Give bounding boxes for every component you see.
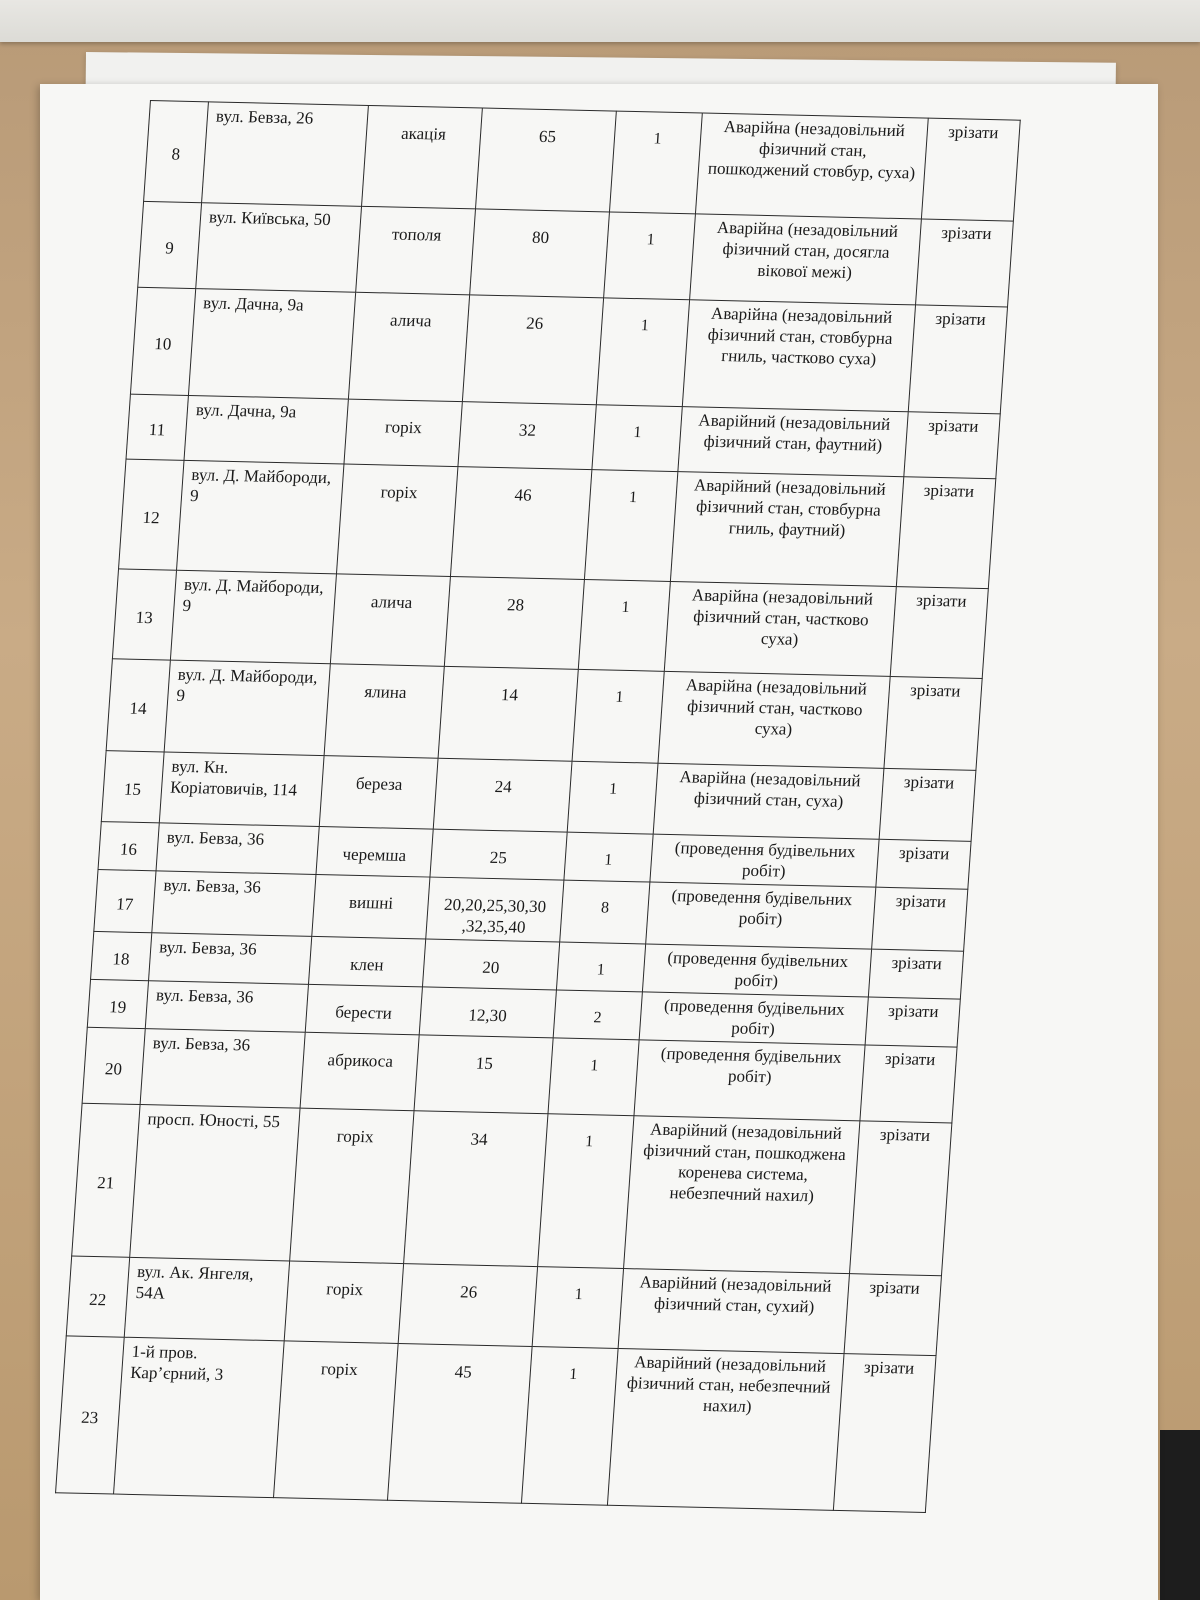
cell-count: 1 <box>592 405 682 472</box>
cell-state: Аварійний (незадовільний фізичний стан, сухий) <box>618 1269 849 1354</box>
cell-num: 18 <box>91 931 152 980</box>
cell-num: 9 <box>138 201 202 288</box>
table-row <box>119 459 996 589</box>
cell-num: 13 <box>112 569 176 660</box>
cell-diameter: 15 <box>414 1035 553 1114</box>
cell-num: 21 <box>72 1103 140 1257</box>
cell-state: Аварійна (незадовільний фізичний стан, частково суха) <box>658 671 890 768</box>
cell-diameter: 20,20,25,30,30 ,32,35,40 <box>426 877 564 942</box>
table-container <box>55 100 1021 1513</box>
cell-action: зрізати <box>879 768 976 841</box>
cell-address: 1-й пров. Кар’єрний, 3 <box>114 1337 285 1497</box>
cell-diameter: 24 <box>433 758 572 832</box>
cell-address: вул. Дачна, 9а <box>184 395 348 464</box>
cell-action: зрізати <box>908 305 1007 414</box>
cell-count: 1 <box>584 470 677 582</box>
cell-action: зрізати <box>849 1121 951 1276</box>
cell-num: 22 <box>66 1256 129 1337</box>
cell-num: 12 <box>119 459 184 570</box>
cell-state: Аварійний (незадовільний фізичний стан, фаутний) <box>678 407 908 477</box>
cell-num: 8 <box>144 101 209 203</box>
cell-action: зрізати <box>921 118 1020 221</box>
cell-species: горіх <box>284 1261 403 1343</box>
cell-diameter: 26 <box>462 295 603 405</box>
cell-address: вул. Д. Майбороди, 9 <box>164 660 330 756</box>
cell-species: береза <box>319 756 438 829</box>
cell-diameter: 20 <box>422 939 559 990</box>
table-row <box>144 101 1021 222</box>
cell-action: зрізати <box>896 477 995 589</box>
cell-num: 10 <box>130 287 195 395</box>
cell-species: алича <box>348 292 469 401</box>
cell-count: 1 <box>567 761 658 834</box>
cell-action: зрізати <box>884 676 982 770</box>
cell-action: зрізати <box>833 1354 936 1513</box>
cell-count: 1 <box>564 832 653 882</box>
document-page <box>40 84 1158 1600</box>
cell-state: (проведення будівельних робіт) <box>646 882 876 949</box>
cell-num: 11 <box>126 394 188 460</box>
cell-species: ялина <box>324 664 444 758</box>
background-paper-strip <box>0 0 1200 42</box>
cell-num: 17 <box>94 870 156 933</box>
cell-address: вул. Ак. Янгеля, 54А <box>124 1257 289 1341</box>
cell-state: Аварійний (незадовільний фізичний стан, небезпечний нахил) <box>607 1348 844 1510</box>
cell-count: 1 <box>578 579 670 671</box>
cell-diameter: 34 <box>404 1111 548 1267</box>
cell-address: вул. Бевза, 36 <box>145 981 308 1033</box>
cell-action: зрізати <box>872 887 968 951</box>
table-body <box>56 101 1021 1513</box>
cell-diameter: 28 <box>444 576 584 669</box>
cell-num: 19 <box>87 979 148 1028</box>
cell-diameter: 80 <box>470 209 610 298</box>
cell-species: горіх <box>290 1108 414 1263</box>
cell-species: алича <box>330 574 450 666</box>
cell-diameter: 65 <box>476 108 617 212</box>
cell-state: Аварійна (незадовільний фізичний стан, досягла вікової межі) <box>690 214 922 305</box>
cell-num: 15 <box>101 751 164 823</box>
cell-action: зрізати <box>868 949 963 999</box>
cell-diameter: 32 <box>458 402 596 470</box>
cell-num: 23 <box>56 1336 125 1494</box>
cell-action: зрізати <box>865 997 960 1047</box>
cell-species: вишні <box>312 874 430 939</box>
cell-count: 1 <box>596 298 689 407</box>
cell-num: 20 <box>82 1027 145 1104</box>
cell-diameter: 45 <box>387 1343 532 1503</box>
cell-state: Аварійний (незадовільний фізичний стан, пошкоджена коренева система, небезпечний нахил) <box>624 1116 860 1274</box>
cell-count: 1 <box>532 1267 623 1349</box>
cell-count: 1 <box>521 1346 618 1505</box>
cell-count: 1 <box>604 212 696 300</box>
background-dark-corner <box>1160 1430 1200 1600</box>
cell-count: 1 <box>572 669 664 763</box>
tree-removal-table <box>55 100 1021 1513</box>
cell-diameter: 12,30 <box>419 987 556 1038</box>
cell-species: клен <box>308 936 425 987</box>
cell-diameter: 26 <box>398 1264 537 1347</box>
cell-action: зрізати <box>904 412 1000 479</box>
cell-count: 1 <box>609 111 702 214</box>
cell-address: вул. Д. Майбороди, 9 <box>177 460 344 573</box>
cell-diameter: 46 <box>450 467 591 580</box>
cell-species: черемша <box>316 827 433 878</box>
cell-state: Аварійна (незадовільний фізичний стан, пошкоджений стовбур, суха) <box>695 113 928 219</box>
table-row <box>56 1336 936 1513</box>
cell-address: вул. Бевза, 36 <box>152 871 316 937</box>
cell-diameter: 25 <box>430 829 567 880</box>
cell-address: вул. Д. Майбороди, 9 <box>170 570 336 664</box>
cell-count: 1 <box>538 1114 634 1269</box>
cell-state: Аварійний (незадовільний фізичний стан, стовбурна гниль, фаутний) <box>670 472 903 587</box>
cell-address: вул. Дачна, 9а <box>188 289 355 399</box>
cell-action: зрізати <box>844 1274 941 1356</box>
cell-num: 16 <box>98 822 159 871</box>
table-row <box>130 287 1007 414</box>
cell-species: берести <box>305 984 422 1035</box>
cell-state: (проведення будівельних робіт) <box>650 834 879 887</box>
cell-address: вул. Кн. Коріатовичів, 114 <box>159 752 324 827</box>
cell-state: Аварійна (незадовільний фізичний стан, частково суха) <box>664 581 896 676</box>
cell-state: (проведення будівельних робіт) <box>634 1040 865 1121</box>
cell-action: зрізати <box>876 839 971 889</box>
cell-species: абрикоса <box>300 1032 419 1110</box>
cell-state: (проведення будівельних робіт) <box>639 992 868 1045</box>
cell-state: Аварійна (незадовільний фізичний стан, стовбурна гниль, частково суха) <box>682 300 915 412</box>
cell-address: вул. Київська, 50 <box>196 203 362 293</box>
cell-action: зрізати <box>860 1045 957 1123</box>
cell-species: горіх <box>344 399 462 467</box>
cell-address: вул. Бевза, 36 <box>149 933 312 985</box>
cell-count: 1 <box>548 1038 639 1116</box>
cell-address: вул. Бевза, 36 <box>140 1029 305 1109</box>
cell-state: Аварійна (незадовільний фізичний стан, суха) <box>653 763 884 839</box>
cell-action: зрізати <box>916 219 1014 307</box>
cell-diameter: 14 <box>438 666 578 761</box>
cell-state: (проведення будівельних робіт) <box>642 944 871 997</box>
cell-address: вул. Бевза, 36 <box>156 823 319 875</box>
cell-species: горіх <box>336 464 457 576</box>
table-row <box>72 1103 952 1276</box>
cell-num: 14 <box>106 659 170 752</box>
cell-count: 1 <box>556 942 645 992</box>
cell-species: акація <box>362 105 483 208</box>
cell-count: 2 <box>553 990 642 1040</box>
cell-address: просп. Юності, 55 <box>130 1105 300 1261</box>
cell-address: вул. Бевза, 26 <box>202 102 369 206</box>
cell-action: зрізати <box>890 587 988 679</box>
cell-species: горіх <box>273 1341 398 1500</box>
cell-species: тополя <box>356 206 476 294</box>
cell-count: 8 <box>560 880 650 944</box>
